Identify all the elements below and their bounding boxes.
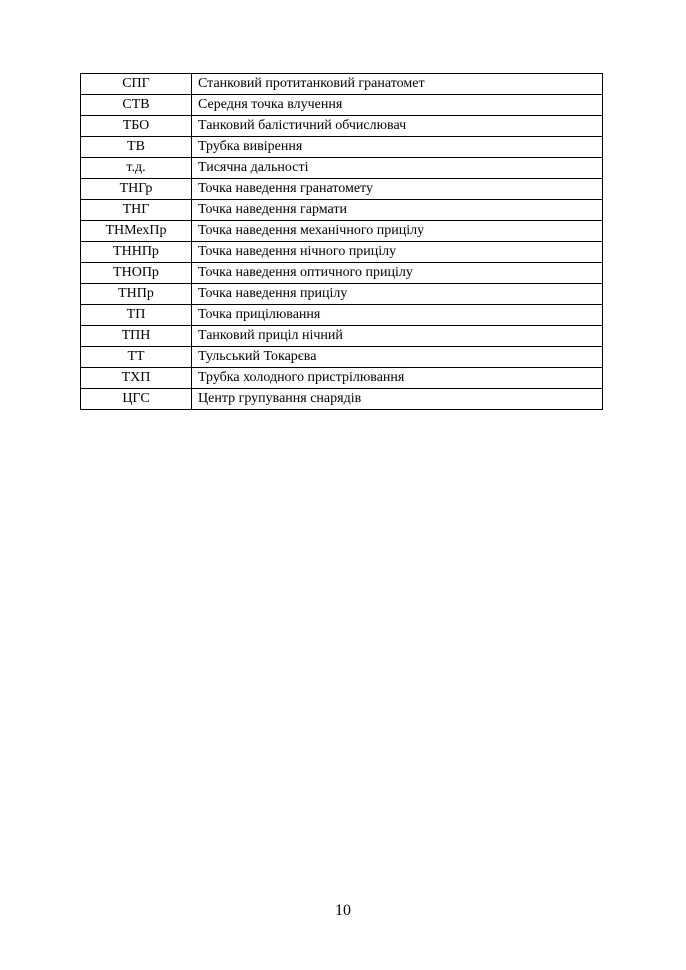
abbreviation-cell: ТПН [81,326,192,347]
meaning-cell: Точка наведення механічного прицілу [192,221,603,242]
table-row [81,95,603,116]
table-row [81,179,603,200]
meaning-cell: Тульський Токарєва [192,347,603,368]
meaning-cell: Точка наведення гармати [192,200,603,221]
meaning-cell: Точка наведення прицілу [192,284,603,305]
table-row [81,221,603,242]
table-row [81,200,603,221]
page-number: 10 [335,902,351,919]
abbreviation-cell: т.д. [81,158,192,179]
table-row [81,368,603,389]
table-row [81,284,603,305]
table-row [81,305,603,326]
abbreviation-cell: ТНПр [81,284,192,305]
abbreviation-cell: ТНОПр [81,263,192,284]
meaning-cell: Трубка холодного пристрілювання [192,368,603,389]
abbreviation-cell: ТП [81,305,192,326]
meaning-cell: Танковий приціл нічний [192,326,603,347]
abbreviation-cell: ТНМехПр [81,221,192,242]
meaning-cell: Тисячна дальності [192,158,603,179]
abbreviations-table-body [81,74,603,410]
table-row [81,158,603,179]
meaning-cell: Центр групування снарядів [192,389,603,410]
abbreviation-cell: ЦГС [81,389,192,410]
abbreviation-cell: СТВ [81,95,192,116]
table-row [81,74,603,95]
meaning-cell: Точка наведення нічного прицілу [192,242,603,263]
abbreviation-cell: СПГ [81,74,192,95]
meaning-cell: Точка наведення гранатомету [192,179,603,200]
table-row [81,242,603,263]
abbreviation-cell: ТННПр [81,242,192,263]
abbreviation-cell: ТХП [81,368,192,389]
table-row [81,389,603,410]
abbreviation-cell: ТНГ [81,200,192,221]
table-row [81,137,603,158]
meaning-cell: Танковий балістичний обчислювач [192,116,603,137]
meaning-cell: Середня точка влучення [192,95,603,116]
meaning-cell: Точка наведення оптичного прицілу [192,263,603,284]
abbreviation-cell: ТБО [81,116,192,137]
table-row [81,263,603,284]
table-row [81,347,603,368]
meaning-cell: Точка прицілювання [192,305,603,326]
abbreviation-cell: ТНГр [81,179,192,200]
abbreviations-table [80,73,603,410]
meaning-cell: Трубка вивірення [192,137,603,158]
table-row [81,116,603,137]
meaning-cell: Станковий протитанковий гранатомет [192,74,603,95]
abbreviation-cell: ТВ [81,137,192,158]
abbreviation-cell: ТТ [81,347,192,368]
table-row [81,326,603,347]
